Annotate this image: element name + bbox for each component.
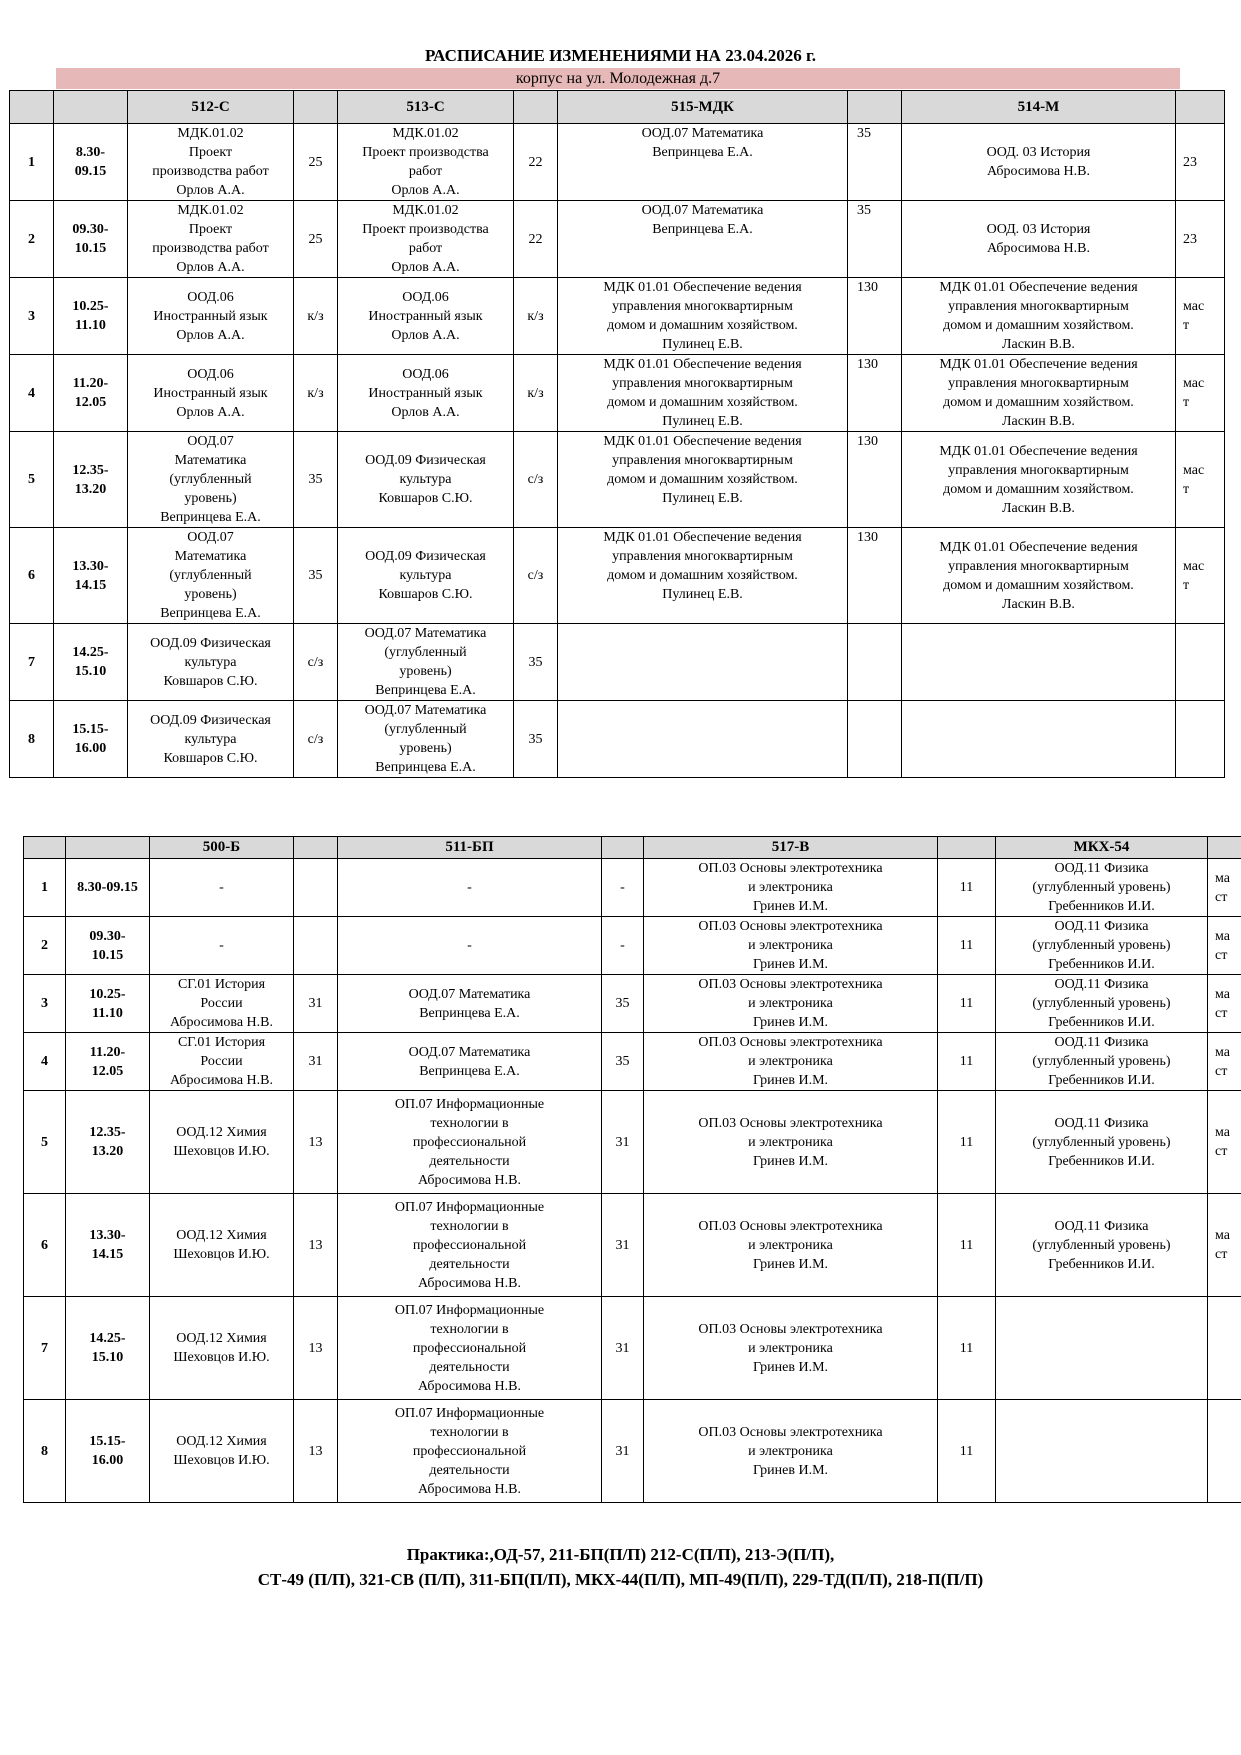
room-cell: ма ст (1208, 1033, 1241, 1091)
room-cell: 13 (294, 1194, 338, 1297)
room-header (1176, 91, 1225, 124)
lesson-time: 14.25- 15.10 (66, 1297, 150, 1400)
practice-note-line-2: СТ-49 (П/П), 321-СВ (П/П), 311-БП(П/П), МКХ-44(П/П), МП-49(П/П), 229-ТД(П/П), 218-П(П/П) (257, 1570, 984, 1589)
subject-cell: ООД.07 Математика (углубленный уровень) Вепринцева Е.А. (338, 701, 514, 778)
room-cell: 11 (938, 1194, 996, 1297)
room-cell: 11 (938, 1091, 996, 1194)
schedule-row (10, 201, 1225, 278)
schedule-row (24, 1400, 1241, 1503)
room-cell (1176, 701, 1225, 778)
subject-cell: ОП.07 Информационные технологии в профессиональной деятельности Абросимова Н.В. (338, 1194, 602, 1297)
room-cell: к/з (514, 355, 558, 432)
subject-cell: ООД.09 Физическая культура Ковшаров С.Ю. (338, 528, 514, 624)
schedule-row (10, 701, 1225, 778)
room-cell: 31 (294, 975, 338, 1033)
lesson-number: 5 (10, 432, 54, 528)
subject-cell: ООД.11 Физика (углубленный уровень) Гребенников И.И. (996, 1033, 1208, 1091)
room-cell: 25 (294, 201, 338, 278)
subject-cell: МДК.01.02 Проект производства работ Орлов А.А. (338, 201, 514, 278)
lesson-time: 13.30- 14.15 (66, 1194, 150, 1297)
lesson-time: 8.30- 09.15 (54, 124, 128, 201)
subject-cell: ОП.03 Основы электротехника и электроника Гринев И.М. (644, 859, 938, 917)
lesson-number: 4 (10, 355, 54, 432)
room-cell: 35 (294, 432, 338, 528)
subject-cell: ОП.03 Основы электротехника и электроника Гринев И.М. (644, 1297, 938, 1400)
subject-cell: МДК.01.02 Проект производства работ Орлов А.А. (128, 124, 294, 201)
room-cell: ма ст (1208, 1194, 1241, 1297)
subject-cell: ОП.03 Основы электротехника и электроника Гринев И.М. (644, 917, 938, 975)
room-header (602, 837, 644, 859)
subject-cell: ООД.11 Физика (углубленный уровень) Гребенников И.И. (996, 859, 1208, 917)
group-header: 513-С (338, 91, 514, 124)
subject-cell: ООД.06 Иностранный язык Орлов А.А. (128, 355, 294, 432)
subject-cell: МДК 01.01 Обеспечение ведения управления многоквартирным домом и домашним хозяйством. Пулинец Е.В. (558, 355, 848, 432)
room-cell: 13 (294, 1297, 338, 1400)
schedule-row (24, 1297, 1241, 1400)
schedule-table-1 (9, 90, 1225, 778)
room-cell: 23 (1176, 124, 1225, 201)
lesson-number: 1 (10, 124, 54, 201)
subject-cell: ООД.09 Физическая культура Ковшаров С.Ю. (338, 432, 514, 528)
room-cell: - (602, 917, 644, 975)
schedule-row (10, 278, 1225, 355)
lesson-number: 1 (24, 859, 66, 917)
lesson-time: 15.15- 16.00 (66, 1400, 150, 1503)
room-header (294, 91, 338, 124)
room-cell: 22 (514, 124, 558, 201)
subject-cell: МДК 01.01 Обеспечение ведения управления многоквартирным домом и домашним хозяйством. Ласкин В.В. (902, 432, 1176, 528)
room-cell: 11 (938, 1400, 996, 1503)
room-cell (848, 701, 902, 778)
lesson-time: 8.30-09.15 (66, 859, 150, 917)
lesson-number: 7 (24, 1297, 66, 1400)
room-cell: с/з (514, 528, 558, 624)
room-cell: 35 (848, 201, 902, 278)
subject-cell: СГ.01 История России Абросимова Н.В. (150, 1033, 294, 1091)
room-cell: 130 (848, 278, 902, 355)
lesson-time: 12.35- 13.20 (66, 1091, 150, 1194)
header-num (10, 91, 54, 124)
subject-cell: ООД.06 Иностранный язык Орлов А.А. (338, 278, 514, 355)
room-cell: с/з (514, 432, 558, 528)
subject-cell: ОП.03 Основы электротехника и электроника Гринев И.М. (644, 1194, 938, 1297)
subject-cell: ОП.03 Основы электротехника и электроника Гринев И.М. (644, 1091, 938, 1194)
room-cell: 35 (602, 1033, 644, 1091)
room-cell: к/з (294, 278, 338, 355)
room-header (294, 837, 338, 859)
subject-cell: МДК 01.01 Обеспечение ведения управления многоквартирным домом и домашним хозяйством. Пулинец Е.В. (558, 432, 848, 528)
schedule-row (24, 1091, 1241, 1194)
practice-note-line-1: Практика:,ОД-57, 211-БП(П/П) 212-С(П/П), 213-Э(П/П), (406, 1545, 835, 1564)
room-cell: ма ст (1208, 859, 1241, 917)
lesson-time: 10.25- 11.10 (66, 975, 150, 1033)
room-cell: к/з (294, 355, 338, 432)
subject-cell: ООД. 03 История Абросимова Н.В. (902, 201, 1176, 278)
room-cell: 35 (848, 124, 902, 201)
room-cell: 130 (848, 355, 902, 432)
room-cell: 31 (602, 1400, 644, 1503)
lesson-number: 2 (10, 201, 54, 278)
subject-cell: ООД.07 Математика Вепринцева Е.А. (558, 124, 848, 201)
schedule-row (24, 859, 1241, 917)
lesson-number: 3 (24, 975, 66, 1033)
room-cell (1176, 624, 1225, 701)
room-cell: 11 (938, 1297, 996, 1400)
header-time (66, 837, 150, 859)
room-cell: с/з (294, 701, 338, 778)
subject-cell: ООД. 03 История Абросимова Н.В. (902, 124, 1176, 201)
schedule-table-2 (23, 836, 1241, 1503)
subject-cell: ООД.07 Математика (углубленный уровень) Вепринцева Е.А. (338, 624, 514, 701)
subject-cell: МДК 01.01 Обеспечение ведения управления многоквартирным домом и домашним хозяйством. Пулинец Е.В. (558, 528, 848, 624)
subject-cell: ООД.11 Физика (углубленный уровень) Гребенников И.И. (996, 975, 1208, 1033)
subject-cell: ООД.07 Математика Вепринцева Е.А. (338, 975, 602, 1033)
room-cell (294, 917, 338, 975)
room-header (514, 91, 558, 124)
schedule-row (10, 528, 1225, 624)
lesson-number: 2 (24, 917, 66, 975)
room-cell: 130 (848, 528, 902, 624)
header-time (54, 91, 128, 124)
subject-cell (996, 1297, 1208, 1400)
subject-cell: МДК.01.02 Проект производства работ Орлов А.А. (128, 201, 294, 278)
lesson-time: 15.15- 16.00 (54, 701, 128, 778)
room-cell: 35 (602, 975, 644, 1033)
header-num (24, 837, 66, 859)
room-header (848, 91, 902, 124)
lesson-time: 14.25- 15.10 (54, 624, 128, 701)
room-cell: к/з (514, 278, 558, 355)
group-header: 515-МДК (558, 91, 848, 124)
lesson-number: 7 (10, 624, 54, 701)
room-cell: 11 (938, 859, 996, 917)
room-cell: 31 (602, 1091, 644, 1194)
subject-cell: ООД.11 Физика (углубленный уровень) Гребенников И.И. (996, 1194, 1208, 1297)
group-header: 514-М (902, 91, 1176, 124)
subject-cell (558, 624, 848, 701)
room-cell: мас т (1176, 278, 1225, 355)
schedule-row (24, 917, 1241, 975)
room-cell: 35 (514, 624, 558, 701)
lesson-time: 11.20- 12.05 (54, 355, 128, 432)
room-cell: 31 (602, 1297, 644, 1400)
group-header: 517-В (644, 837, 938, 859)
subject-cell: - (150, 859, 294, 917)
subject-cell: СГ.01 История России Абросимова Н.В. (150, 975, 294, 1033)
group-header: 500-Б (150, 837, 294, 859)
subject-cell: - (338, 917, 602, 975)
room-cell: 13 (294, 1091, 338, 1194)
subject-cell: МДК 01.01 Обеспечение ведения управления многоквартирным домом и домашним хозяйством. Ласкин В.В. (902, 278, 1176, 355)
subject-cell: ОП.03 Основы электротехника и электроника Гринев И.М. (644, 1400, 938, 1503)
room-cell: 35 (294, 528, 338, 624)
group-header: 511-БП (338, 837, 602, 859)
subject-cell: МДК 01.01 Обеспечение ведения управления многоквартирным домом и домашним хозяйством. Ласкин В.В. (902, 355, 1176, 432)
subject-cell: МДК 01.01 Обеспечение ведения управления многоквартирным домом и домашним хозяйством. Пулинец Е.В. (558, 278, 848, 355)
lesson-time: 13.30- 14.15 (54, 528, 128, 624)
room-cell: мас т (1176, 528, 1225, 624)
subject-cell: ОП.07 Информационные технологии в профессиональной деятельности Абросимова Н.В. (338, 1297, 602, 1400)
schedule-row (10, 124, 1225, 201)
subject-cell: МДК 01.01 Обеспечение ведения управления многоквартирным домом и домашним хозяйством. Ласкин В.В. (902, 528, 1176, 624)
room-cell: мас т (1176, 355, 1225, 432)
subject-cell (558, 701, 848, 778)
subject-cell: ООД.07 Математика (углубленный уровень) Вепринцева Е.А. (128, 432, 294, 528)
schedule-row (24, 1033, 1241, 1091)
room-cell: 23 (1176, 201, 1225, 278)
subject-cell: МДК.01.02 Проект производства работ Орлов А.А. (338, 124, 514, 201)
lesson-number: 3 (10, 278, 54, 355)
room-cell: 11 (938, 917, 996, 975)
room-cell: с/з (294, 624, 338, 701)
subject-cell: ООД.11 Физика (углубленный уровень) Гребенников И.И. (996, 1091, 1208, 1194)
lesson-time: 12.35- 13.20 (54, 432, 128, 528)
lesson-time: 09.30- 10.15 (66, 917, 150, 975)
subject-cell: ООД.11 Физика (углубленный уровень) Гребенников И.И. (996, 917, 1208, 975)
page-title: РАСПИСАНИЕ ИЗМЕНЕНИЯМИ НА 23.04.2026 г. (424, 46, 817, 65)
subject-cell: ООД.12 Химия Шеховцов И.Ю. (150, 1091, 294, 1194)
lesson-number: 6 (24, 1194, 66, 1297)
subject-cell: ООД.06 Иностранный язык Орлов А.А. (338, 355, 514, 432)
subject-cell: ООД.07 Математика (углубленный уровень) Вепринцева Е.А. (128, 528, 294, 624)
schedule-row (24, 1194, 1241, 1297)
room-cell: 35 (514, 701, 558, 778)
schedule-row (10, 355, 1225, 432)
lesson-number: 8 (10, 701, 54, 778)
lesson-time: 10.25- 11.10 (54, 278, 128, 355)
lesson-number: 6 (10, 528, 54, 624)
subject-cell: ОП.03 Основы электротехника и электроника Гринев И.М. (644, 1033, 938, 1091)
room-header (1208, 837, 1241, 859)
subject-cell: ООД.12 Химия Шеховцов И.Ю. (150, 1400, 294, 1503)
room-cell (848, 624, 902, 701)
room-cell: 11 (938, 975, 996, 1033)
room-cell: 22 (514, 201, 558, 278)
subject-cell: ОП.03 Основы электротехника и электроника Гринев И.М. (644, 975, 938, 1033)
room-cell: мас т (1176, 432, 1225, 528)
room-cell (1208, 1400, 1241, 1503)
subject-cell: ООД.07 Математика Вепринцева Е.А. (338, 1033, 602, 1091)
subject-cell: ООД.12 Химия Шеховцов И.Ю. (150, 1297, 294, 1400)
room-cell (294, 859, 338, 917)
subject-cell: ООД.09 Физическая культура Ковшаров С.Ю. (128, 701, 294, 778)
subject-cell: - (150, 917, 294, 975)
lesson-time: 09.30- 10.15 (54, 201, 128, 278)
group-header: 512-С (128, 91, 294, 124)
schedule-row (10, 624, 1225, 701)
room-header (938, 837, 996, 859)
room-cell: 31 (294, 1033, 338, 1091)
schedule-row (24, 975, 1241, 1033)
lesson-time: 11.20- 12.05 (66, 1033, 150, 1091)
subject-cell (902, 624, 1176, 701)
room-cell: ма ст (1208, 917, 1241, 975)
subject-cell: ООД.09 Физическая культура Ковшаров С.Ю. (128, 624, 294, 701)
subject-cell: - (338, 859, 602, 917)
room-cell: 13 (294, 1400, 338, 1503)
lesson-number: 8 (24, 1400, 66, 1503)
subject-cell: ОП.07 Информационные технологии в профессиональной деятельности Абросимова Н.В. (338, 1400, 602, 1503)
room-cell: ма ст (1208, 1091, 1241, 1194)
room-cell: 31 (602, 1194, 644, 1297)
schedule-row (10, 432, 1225, 528)
subject-cell: ООД.07 Математика Вепринцева Е.А. (558, 201, 848, 278)
room-cell: ма ст (1208, 975, 1241, 1033)
building-subtitle: корпус на ул. Молодежная д.7 (56, 68, 1180, 89)
lesson-number: 5 (24, 1091, 66, 1194)
room-cell (1208, 1297, 1241, 1400)
room-cell: - (602, 859, 644, 917)
subject-cell: ООД.06 Иностранный язык Орлов А.А. (128, 278, 294, 355)
lesson-number: 4 (24, 1033, 66, 1091)
subject-cell: ОП.07 Информационные технологии в профессиональной деятельности Абросимова Н.В. (338, 1091, 602, 1194)
subject-cell: ООД.12 Химия Шеховцов И.Ю. (150, 1194, 294, 1297)
subject-cell (902, 701, 1176, 778)
room-cell: 130 (848, 432, 902, 528)
room-cell: 25 (294, 124, 338, 201)
room-cell: 11 (938, 1033, 996, 1091)
subject-cell (996, 1400, 1208, 1503)
group-header: МКХ-54 (996, 837, 1208, 859)
